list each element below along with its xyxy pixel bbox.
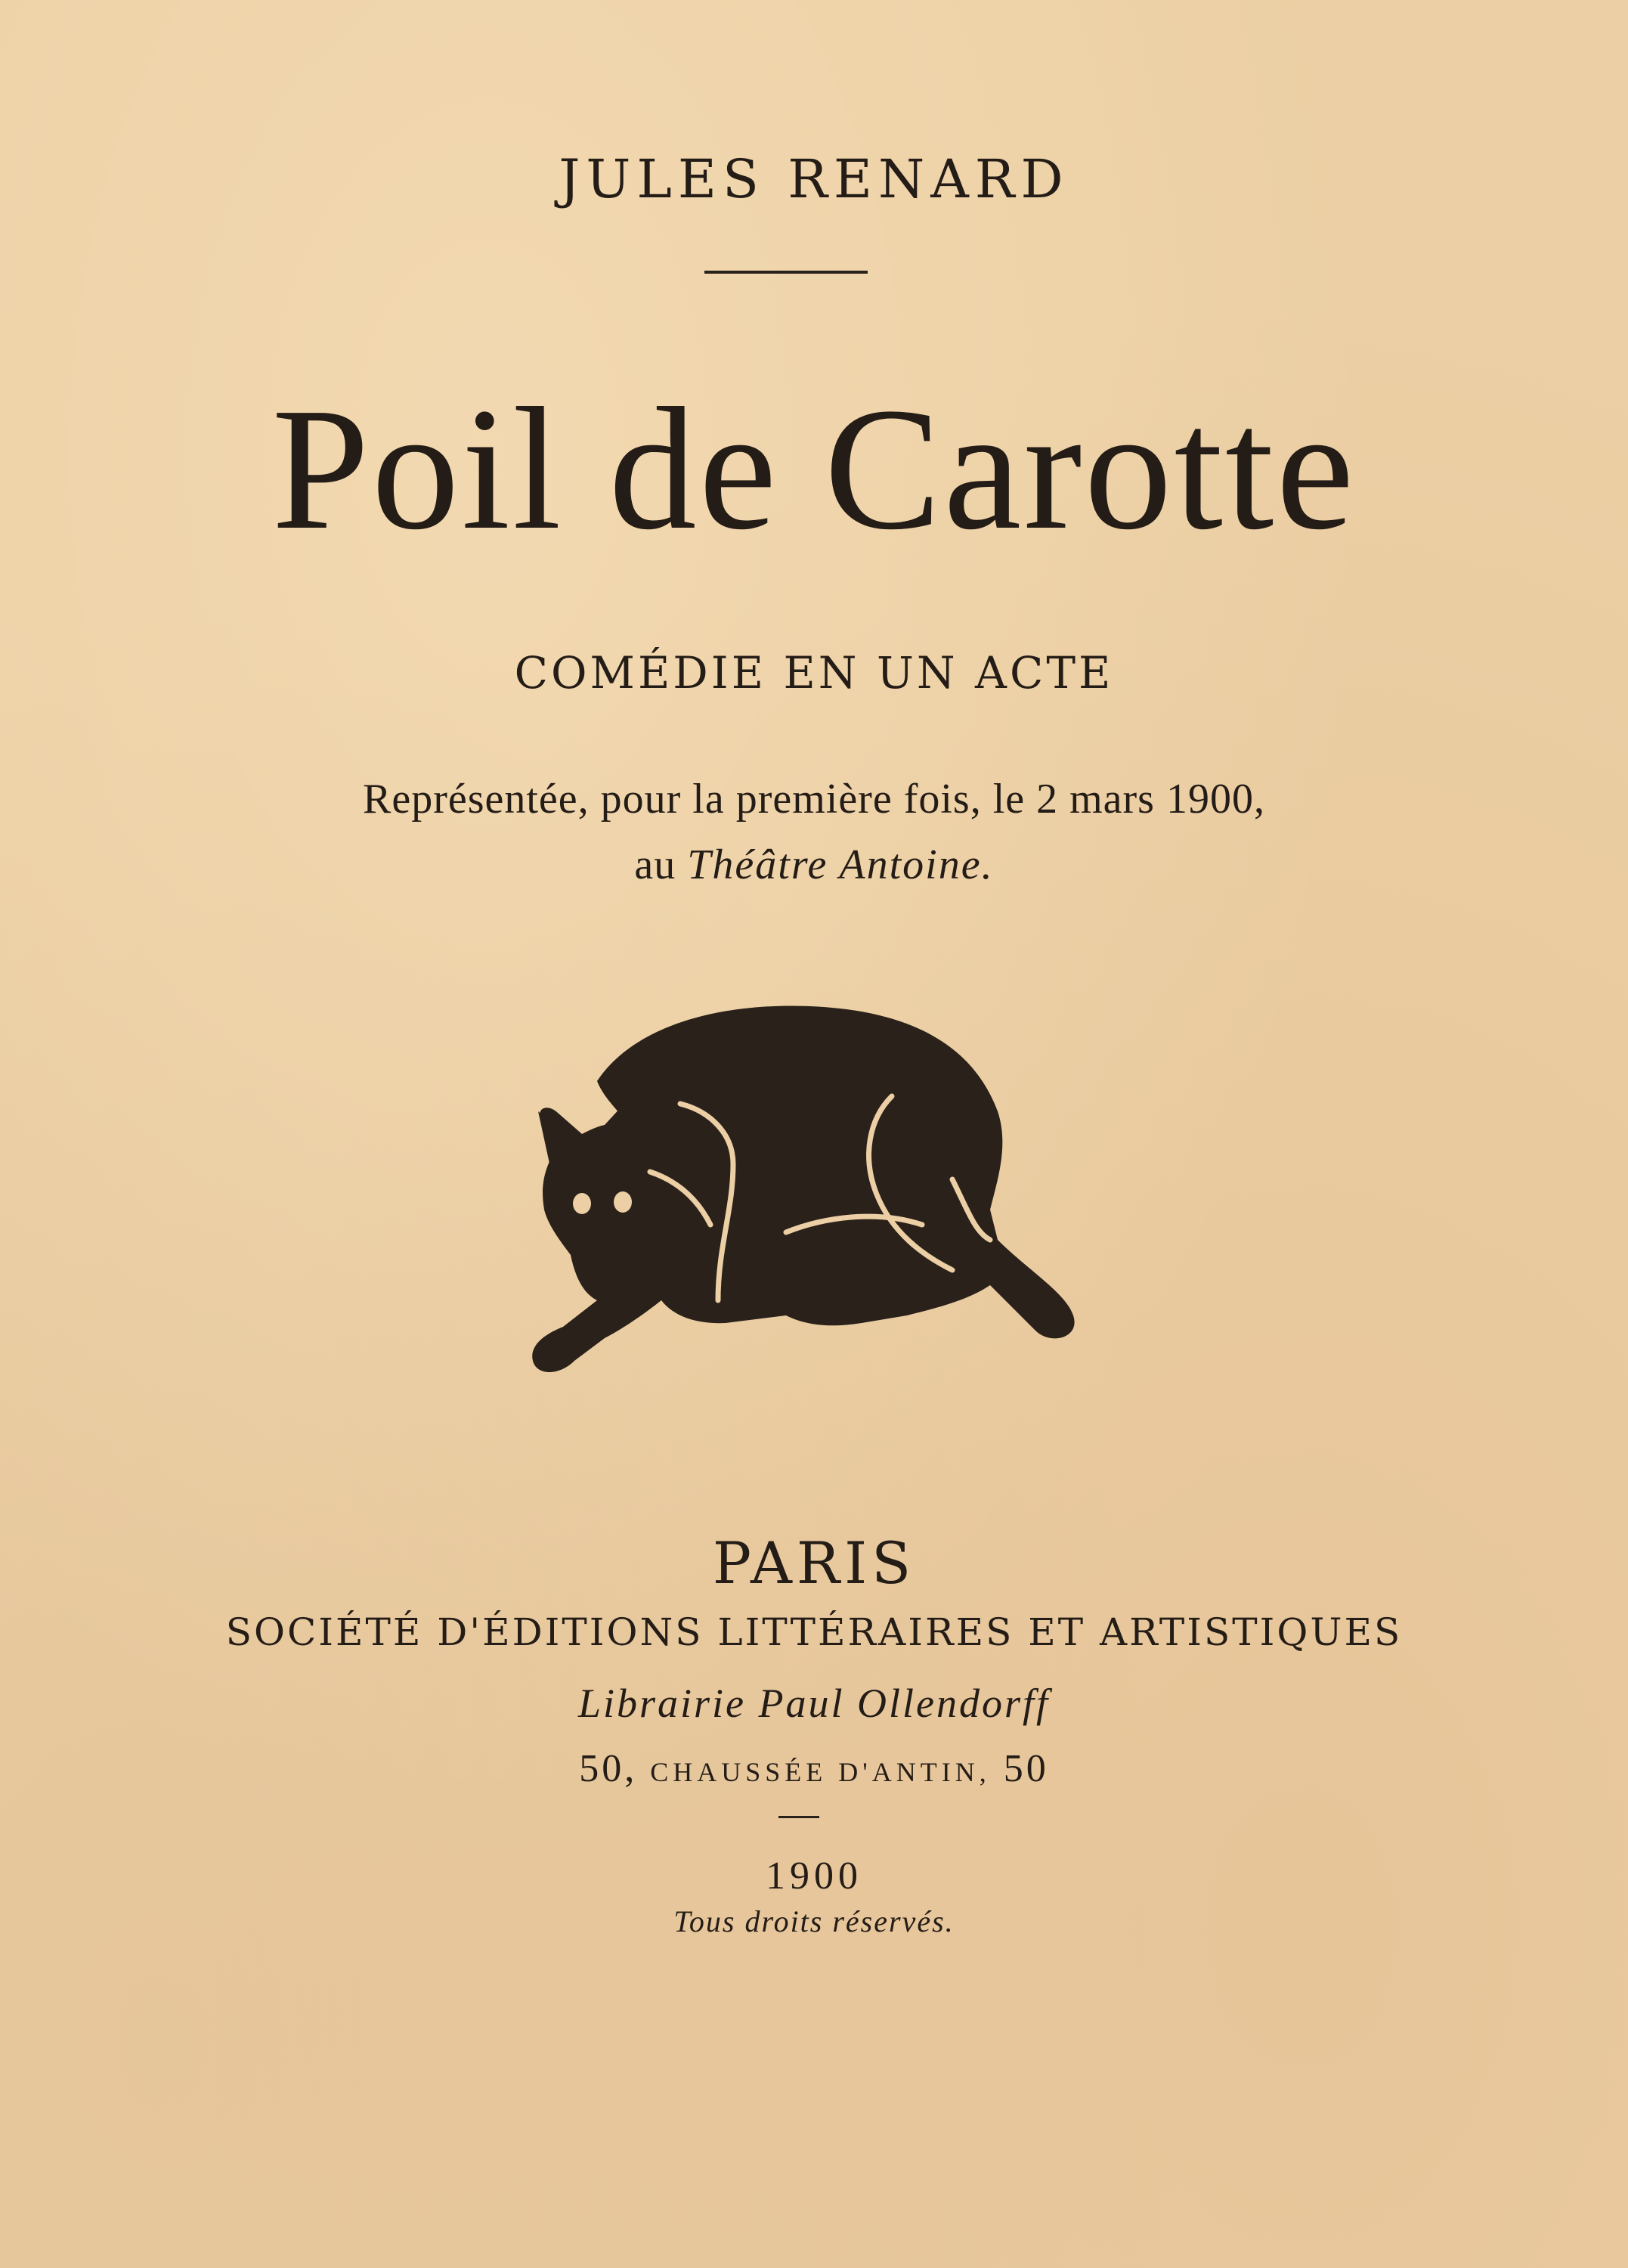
publisher-address (0, 1746, 1628, 1791)
theatre-name: Théâtre Antoine. (687, 841, 994, 888)
title-word-3: Carotte (824, 372, 1357, 566)
top-rule (704, 271, 868, 274)
title-word-1: Poil (271, 372, 564, 566)
imprint-rule (778, 1816, 819, 1818)
title-word-2: de (608, 372, 779, 566)
rights-notice: Tous droits réservés. (673, 1904, 955, 1938)
author-name: JULES RENARD (559, 148, 1069, 210)
premiere-line: Représentée, pour la première fois, le 2 mars 1900, (363, 776, 1265, 823)
venue-prefix: au (634, 841, 676, 888)
imprint-city: PARIS (712, 1529, 916, 1597)
publisher-name: SOCIÉTÉ D'ÉDITIONS LITTÉRAIRES ET ARTISTIQUES (225, 1610, 1403, 1654)
address-number-right: 50 (1003, 1747, 1049, 1790)
subtitle: COMÉDIE EN UN ACTE (514, 647, 1114, 699)
address-street: CHAUSSÉE D'ANTIN, (650, 1757, 991, 1787)
book-title (0, 372, 1628, 566)
publication-year: 1900 (766, 1854, 862, 1898)
venue-line (0, 841, 1628, 889)
librairie-name: Librairie Paul Ollendorff (577, 1681, 1051, 1726)
address-number-left: 50, (579, 1747, 638, 1790)
cat-icon (469, 983, 1134, 1406)
